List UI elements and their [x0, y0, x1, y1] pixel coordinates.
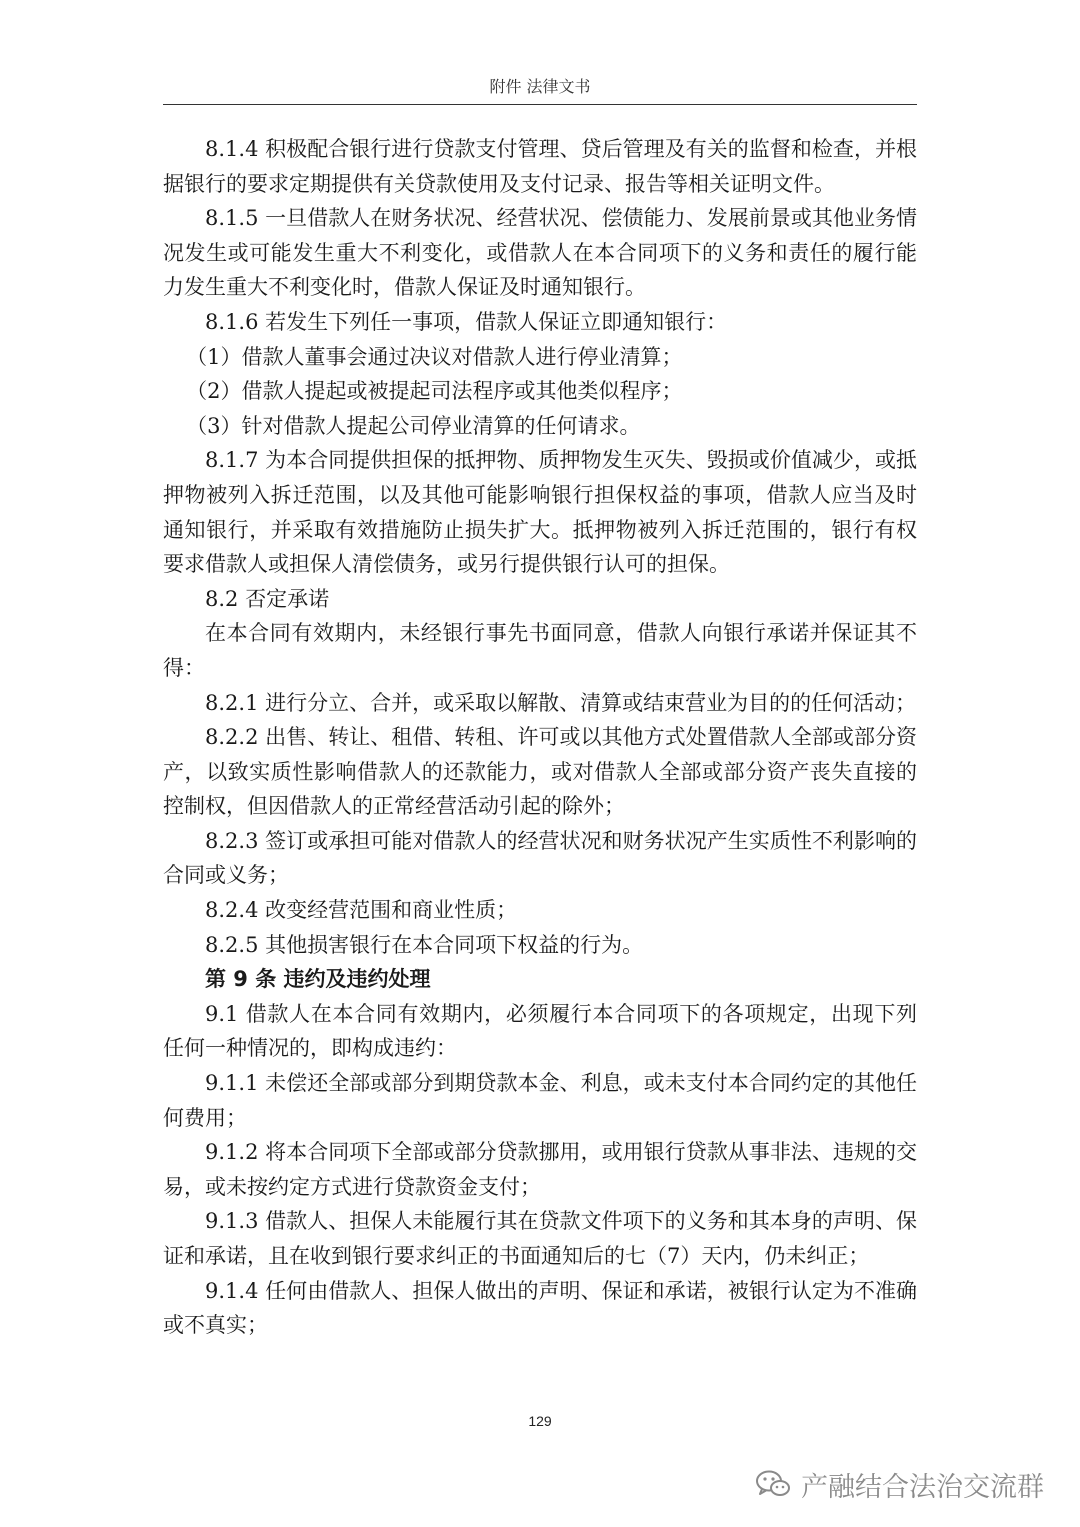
paragraph-8-1-7: 8.1.7 为本合同提供担保的抵押物、质押物发生灭失、毁损或价值减少，或抵押物被列入拆迁范围，以及其他可能影响银行担保权益的事项，借款人应当及时通知银行，并采取有效措施防止损失扩大。抵押物被列入拆迁范围的，银行有权要求借款人或担保人清偿债务，或另行提供银行认可的担保。 [163, 448, 917, 577]
paragraph-9-1-1: 9.1.1 未偿还全部或部分到期贷款本金、利息，或未支付本合同约定的其他任何费用； [163, 1071, 917, 1130]
paragraph-8-2-1: 8.2.1 进行分立、合并，或采取以解散、清算或结束营业为目的的任何活动； [205, 690, 917, 715]
list-item-2: （2）借款人提起或被提起司法程序或其他类似程序； [186, 379, 683, 404]
paragraph-8-2-3: 8.2.3 签订或承担可能对借款人的经营状况和财务状况产生实质性不利影响的合同或义务； [163, 828, 917, 888]
paragraph-9-1-2: 9.1.2 将本合同项下全部或部分贷款挪用，或用银行贷款从事非法、违规的交易，或未按约定方式进行贷款资金支付； [163, 1140, 917, 1199]
paragraph-8-1-5: 8.1.5 一旦借款人在财务状况、经营状况、偿债能力、发展前景或其他业务情况发生或可能发生重大不利变化，或借款人在本合同项下的义务和责任的履行能力发生重大不利变化时，借款人保证及时通知银行。 [163, 206, 917, 300]
watermark-text: 产融结合法治交流群 [801, 1471, 1044, 1503]
page-number: 129 [528, 1413, 552, 1429]
document-body [163, 132, 917, 1343]
paragraph-9-1-3: 9.1.3 借款人、担保人未能履行其在贷款文件项下的义务和其本身的声明、保证和承诺，且在收到银行要求纠正的书面通知后的七（7）天内，仍未纠正； [163, 1209, 917, 1268]
paragraph-9-1: 9.1 借款人在本合同有效期内，必须履行本合同项下的各项规定，出现下列任何一种情况的，即构成违约： [163, 1001, 917, 1061]
paragraph-8-2-4: 8.2.4 改变经营范围和商业性质； [205, 898, 518, 923]
paragraph-8-2-5: 8.2.5 其他损害银行在本合同项下权益的行为。 [205, 932, 644, 957]
watermark [755, 1464, 1044, 1504]
list-item-1: （1）借款人董事会通过决议对借款人进行停业清算； [186, 344, 683, 369]
paragraph-9-1-4: 9.1.4 任何由借款人、担保人做出的声明、保证和承诺，被银行认定为不准确或不真实； [163, 1278, 917, 1338]
header-divider [163, 104, 917, 105]
section-8-2-title: 8.2 否定承诺 [205, 586, 330, 611]
article-9-heading: 第 9 条 违约及违约处理 [205, 967, 431, 992]
paragraph-8-2-intro: 在本合同有效期内，未经银行事先书面同意，借款人向银行承诺并保证其不得： [163, 621, 917, 680]
paragraph-8-1-4: 8.1.4 积极配合银行进行贷款支付管理、贷后管理及有关的监督和检查，并根据银行的要求定期提供有关贷款使用及支付记录、报告等相关证明文件。 [163, 137, 917, 196]
wechat-icon [755, 1469, 791, 1499]
paragraph-8-1-6: 8.1.6 若发生下列任一事项，借款人保证立即通知银行： [205, 309, 728, 334]
page-header: 附件 法律文书 [489, 77, 591, 96]
paragraph-8-2-2: 8.2.2 出售、转让、租借、转租、许可或以其他方式处置借款人全部或部分资产，以致实质性影响借款人的还款能力，或对借款人全部或部分资产丧失直接的控制权，但因借款人的正常经营活动引起的除外； [163, 725, 917, 819]
list-item-3: （3）针对借款人提起公司停业清算的任何请求。 [186, 413, 641, 438]
